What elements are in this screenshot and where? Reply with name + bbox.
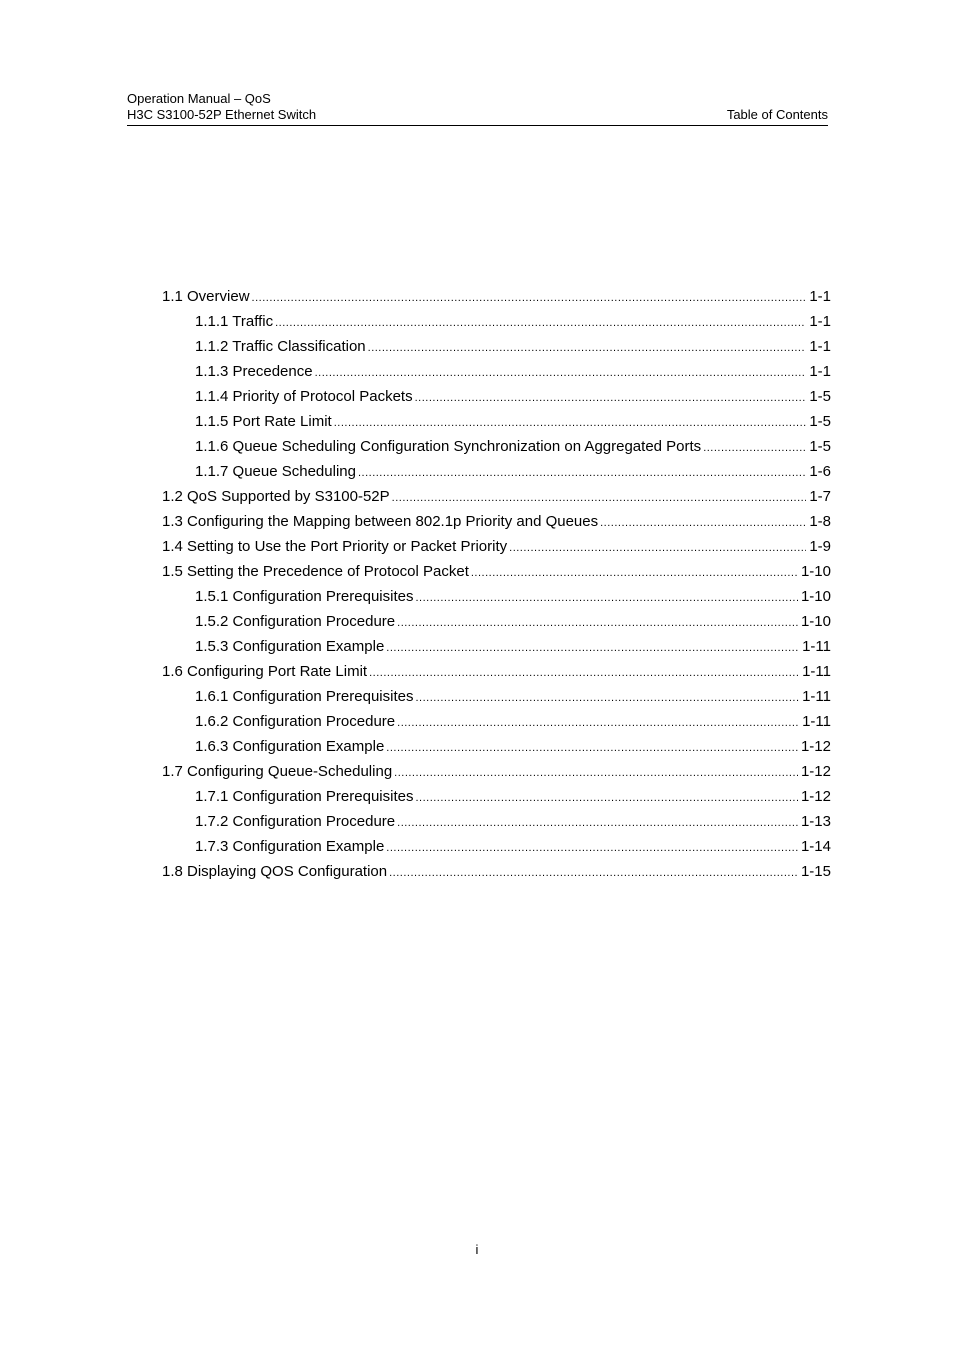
toc-entry[interactable] (162, 809, 831, 834)
toc-entry-page: 1-1 (809, 363, 831, 380)
toc-entry-page: 1-11 (802, 663, 831, 680)
toc-dot-leader (397, 711, 799, 734)
toc-entry[interactable] (162, 634, 831, 659)
toc-entry[interactable] (162, 459, 831, 484)
toc-dot-leader (415, 686, 799, 709)
toc-entry[interactable] (162, 609, 831, 634)
toc-dot-leader (386, 736, 798, 759)
toc-dot-leader (509, 536, 806, 559)
toc-entry-page: 1-6 (809, 463, 831, 480)
toc-entry-page: 1-12 (800, 788, 831, 805)
toc-entry-page: 1-11 (802, 713, 831, 730)
toc-entry[interactable] (162, 509, 831, 534)
toc-entry-title: 1.1.3 Precedence (195, 363, 313, 380)
toc-entry[interactable] (162, 334, 831, 359)
toc-entry-page: 1-10 (800, 563, 831, 580)
toc-dot-leader (392, 486, 807, 509)
table-of-contents (162, 284, 831, 884)
toc-dot-leader (275, 311, 806, 334)
toc-entry-title: 1.1.1 Traffic (195, 313, 274, 330)
toc-entry[interactable] (162, 734, 831, 759)
page-header (127, 91, 828, 126)
toc-entry-title: 1.6.1 Configuration Prerequisites (195, 688, 414, 705)
toc-entry-title: 1.6 Configuring Port Rate Limit (162, 663, 368, 680)
toc-entry[interactable] (162, 859, 831, 884)
page-number: i (475, 1242, 479, 1257)
toc-entry[interactable] (162, 284, 831, 309)
toc-entry-page: 1-5 (809, 413, 831, 430)
toc-entry-title: 1.1.6 Queue Scheduling Configuration Synchronization on Aggregated Ports (195, 438, 702, 455)
toc-entry[interactable] (162, 534, 831, 559)
toc-entry-title: 1.3 Configuring the Mapping between 802.1p Priority and Queues (162, 513, 599, 530)
toc-entry-page: 1-7 (809, 488, 831, 505)
toc-entry[interactable] (162, 559, 831, 584)
toc-dot-leader (415, 786, 798, 809)
toc-entry-title: 1.1 Overview (162, 288, 250, 305)
toc-dot-leader (394, 761, 798, 784)
toc-entry-page: 1-11 (802, 638, 831, 655)
toc-entry-page: 1-12 (800, 738, 831, 755)
toc-entry-page: 1-15 (800, 863, 831, 880)
product-name: H3C S3100-52P Ethernet Switch (127, 107, 317, 122)
toc-entry[interactable] (162, 359, 831, 384)
toc-entry-title: 1.5 Setting the Precedence of Protocol Packet (162, 563, 469, 580)
toc-entry-title: 1.5.2 Configuration Procedure (195, 613, 396, 630)
toc-entry-page: 1-8 (809, 513, 831, 530)
toc-dot-leader (386, 636, 799, 659)
toc-entry-page: 1-10 (800, 613, 831, 630)
toc-entry-page: 1-9 (809, 538, 831, 555)
toc-entry-page: 1-12 (800, 763, 831, 780)
toc-entry-title: 1.7.2 Configuration Procedure (195, 813, 396, 830)
toc-entry[interactable] (162, 484, 831, 509)
toc-dot-leader (358, 461, 806, 484)
toc-entry-page: 1-5 (809, 388, 831, 405)
toc-entry-title: 1.2 QoS Supported by S3100-52P (162, 488, 390, 505)
toc-entry-title: 1.5.1 Configuration Prerequisites (195, 588, 414, 605)
toc-dot-leader (415, 386, 807, 409)
section-title: Table of Contents (726, 107, 828, 122)
toc-entry-page: 1-11 (802, 688, 831, 705)
toc-dot-leader (471, 561, 798, 584)
toc-entry-title: 1.7 Configuring Queue-Scheduling (162, 763, 393, 780)
toc-dot-leader (415, 586, 798, 609)
toc-dot-leader (397, 811, 798, 834)
toc-entry-title: 1.4 Setting to Use the Port Priority or Packet Priority (162, 538, 508, 555)
toc-entry[interactable] (162, 434, 831, 459)
document-title-block (127, 91, 316, 123)
toc-dot-leader (368, 336, 807, 359)
toc-entry-page: 1-5 (809, 438, 831, 455)
toc-entry-page: 1-10 (800, 588, 831, 605)
toc-entry-title: 1.7.3 Configuration Example (195, 838, 385, 855)
toc-dot-leader (389, 861, 798, 884)
toc-entry[interactable] (162, 684, 831, 709)
toc-entry[interactable] (162, 659, 831, 684)
toc-entry[interactable] (162, 409, 831, 434)
toc-dot-leader (252, 286, 807, 309)
toc-entry[interactable] (162, 759, 831, 784)
toc-entry-title: 1.6.2 Configuration Procedure (195, 713, 396, 730)
toc-entry-title: 1.1.7 Queue Scheduling (195, 463, 356, 480)
toc-entry-title: 1.6.3 Configuration Example (195, 738, 385, 755)
toc-entry[interactable] (162, 384, 831, 409)
manual-title: Operation Manual – QoS (127, 91, 271, 106)
toc-dot-leader (315, 361, 807, 384)
toc-entry-page: 1-1 (809, 338, 831, 355)
toc-entry-page: 1-1 (809, 313, 831, 330)
toc-entry[interactable] (162, 784, 831, 809)
toc-entry-page: 1-14 (800, 838, 831, 855)
toc-entry-title: 1.8 Displaying QOS Configuration (162, 863, 388, 880)
toc-dot-leader (369, 661, 799, 684)
toc-entry-title: 1.7.1 Configuration Prerequisites (195, 788, 414, 805)
toc-entry-title: 1.5.3 Configuration Example (195, 638, 385, 655)
toc-entry[interactable] (162, 709, 831, 734)
toc-dot-leader (386, 836, 798, 859)
toc-entry-title: 1.1.2 Traffic Classification (195, 338, 366, 355)
toc-dot-leader (600, 511, 806, 534)
toc-dot-leader (397, 611, 798, 634)
toc-entry-title: 1.1.4 Priority of Protocol Packets (195, 388, 413, 405)
toc-dot-leader (703, 436, 806, 459)
toc-dot-leader (334, 411, 807, 434)
toc-entry[interactable] (162, 309, 831, 334)
toc-entry-title: 1.1.5 Port Rate Limit (195, 413, 332, 430)
toc-entry[interactable] (162, 834, 831, 859)
toc-entry-page: 1-1 (809, 288, 831, 305)
toc-entry[interactable] (162, 584, 831, 609)
toc-entry-page: 1-13 (800, 813, 831, 830)
